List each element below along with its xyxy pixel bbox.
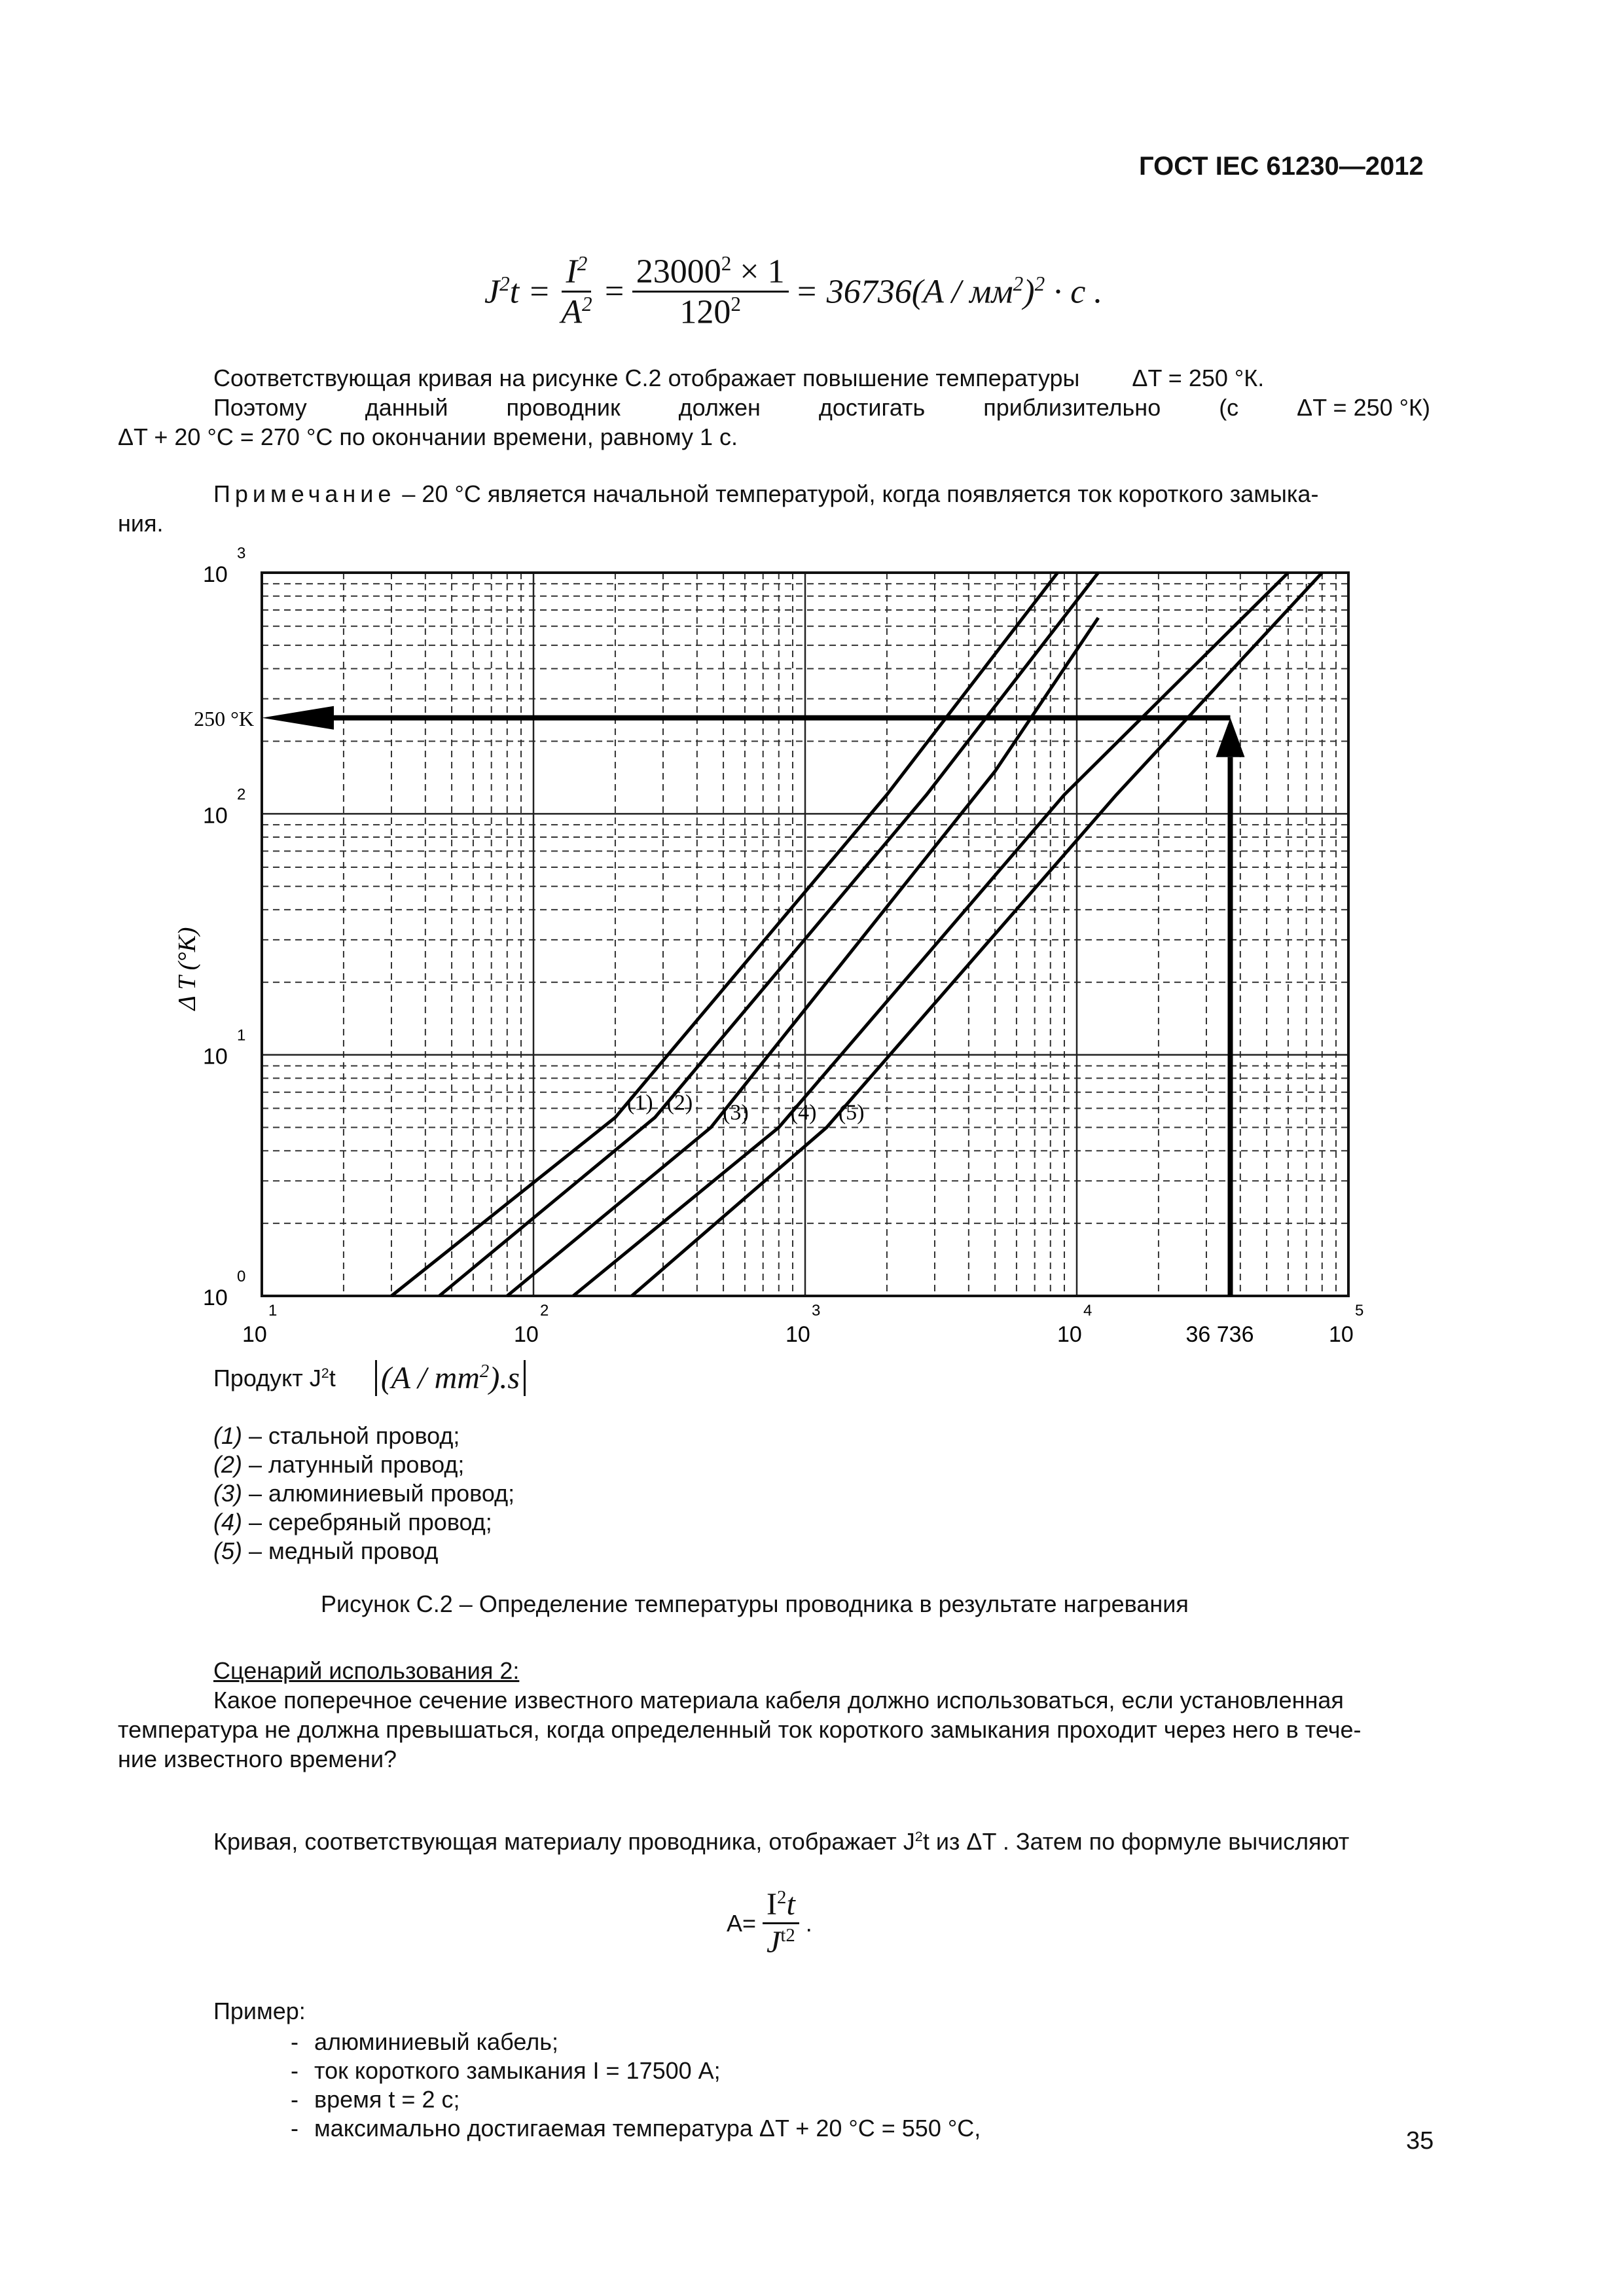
- y-axis-label: Δ T (°K): [173, 927, 201, 1011]
- y-tick-exponent: 3: [237, 545, 246, 562]
- legend-number: (3): [213, 1480, 242, 1507]
- annotation-x-label: 36 736: [1185, 1322, 1254, 1347]
- legend-number: (4): [213, 1509, 242, 1535]
- formula-j2t: $J^2t$ = $\frac{I^2}{A^2}$ = $\frac{23000^2 \times 1}{120^2}$ = $36736(A / мм^2)^2 \cdot c$ .: [484, 252, 1103, 331]
- legend-text: – медный провод: [242, 1537, 439, 1564]
- legend-number: (5): [213, 1537, 242, 1564]
- legend-item: [213, 1537, 514, 1566]
- curve-label: (3): [723, 1100, 749, 1125]
- scenario: Сценарий использования 2: Какое поперечное сечение известного материала кабеля должно использоваться, если установленная температура не должна превышаться, когда определенный ток короткого замыкания проходит через него в тече- ние известного времени?: [118, 1657, 1362, 1772]
- curve-label: (1): [626, 1090, 653, 1115]
- example-title: Пример:: [213, 1998, 306, 2024]
- paragraph-word: ΔT = 250 °К): [1297, 394, 1430, 421]
- arrow-head-left: [262, 706, 334, 730]
- note: Примечание – 20 °С является начальной температурой, когда появляется ток короткого замыка- ния.: [118, 480, 1319, 537]
- page-number: 35: [1406, 2127, 1434, 2155]
- paragraph-curve: Кривая, соответствующая материалу проводника, отображает $J^2t$ из ΔT . Затем по формуле вычисляют: [213, 1828, 1350, 1855]
- y-tick-exponent: 2: [237, 785, 246, 804]
- paragraph-word: приблизительно: [983, 394, 1161, 421]
- example-item: максимально достигаемая температура ΔT + 20 °С = 550 °С, -: [291, 2115, 981, 2142]
- legend-item: [213, 1422, 514, 1450]
- paragraph-word: (с: [1219, 394, 1239, 421]
- legend-item: [213, 1479, 514, 1508]
- x-tick-exponent: 5: [1355, 1302, 1364, 1319]
- paragraph-temperature: Соответствующая кривая на рисунке С.2 отображает повышение температуры ΔT = 250 °К. Поэтому данный проводник должен достигать приблизительно (с ΔT = 250 °К) ΔT + 20 °С = 270 °С по окончании времени, равному 1 с.: [118, 365, 1430, 450]
- x-tick-label: 10: [514, 1322, 539, 1347]
- x-tick-label: 10: [242, 1322, 267, 1347]
- legend-text: – серебряный провод;: [242, 1509, 492, 1535]
- curve-label: (4): [790, 1100, 817, 1125]
- curve-label: (5): [838, 1100, 865, 1125]
- y-tick-label: 10: [203, 1044, 228, 1069]
- y-tick-exponent: 1: [237, 1026, 246, 1045]
- x-axis-label: Продукт $J^2t$ $(A / mm^2).s$: [213, 1360, 526, 1396]
- paragraph-word: должен: [678, 394, 761, 421]
- x-tick-exponent: 3: [812, 1302, 821, 1319]
- paragraph-word: Поэтому: [213, 394, 307, 421]
- paragraph-word: проводник: [506, 394, 621, 421]
- legend-item: [213, 1508, 514, 1537]
- curve-series-5: [632, 573, 1322, 1296]
- formula-area: A= $\frac{I^2t}{J^{t2}}$ .: [727, 1887, 812, 1960]
- y-tick-label: 10: [203, 562, 228, 587]
- x-tick-label: 10: [785, 1322, 810, 1347]
- legend-number: (1): [213, 1422, 242, 1449]
- document-header: ГОСТ IEC 61230—2012: [1139, 152, 1424, 181]
- legend-text: – алюминиевый провод;: [242, 1480, 515, 1507]
- x-tick-exponent: 2: [540, 1302, 549, 1319]
- example-list: [291, 2028, 981, 2143]
- legend: [213, 1422, 514, 1566]
- x-tick-label: 10: [1329, 1322, 1354, 1347]
- x-tick-exponent: 4: [1083, 1302, 1092, 1319]
- legend-number: (2): [213, 1451, 242, 1478]
- y-tick-label: 10: [203, 1285, 228, 1310]
- curve-series-4: [573, 573, 1288, 1296]
- y-tick-exponent: 0: [237, 1268, 246, 1285]
- legend-text: – стальной провод;: [242, 1422, 460, 1449]
- example-item: время t = 2 с; -: [291, 2086, 460, 2113]
- legend-text: – латунный провод;: [242, 1451, 465, 1478]
- legend-item: [213, 1450, 514, 1479]
- paragraph-word: достигать: [818, 394, 926, 421]
- temperature-rise-chart: [157, 543, 1414, 1361]
- annotation-y-label: 250 °K: [194, 706, 254, 730]
- curve-label: (2): [666, 1090, 693, 1115]
- x-tick-label: 10: [1057, 1322, 1082, 1347]
- y-tick-label: 10: [203, 803, 228, 829]
- paragraph-word: данный: [365, 394, 448, 421]
- figure-caption: Рисунок С.2 – Определение температуры проводника в результате нагревания: [321, 1590, 1189, 1617]
- x-tick-exponent: 1: [268, 1302, 278, 1319]
- example-item: алюминиевый кабель; -: [291, 2028, 558, 2055]
- example-item: ток короткого замыкания I = 17500 А; -: [291, 2057, 721, 2084]
